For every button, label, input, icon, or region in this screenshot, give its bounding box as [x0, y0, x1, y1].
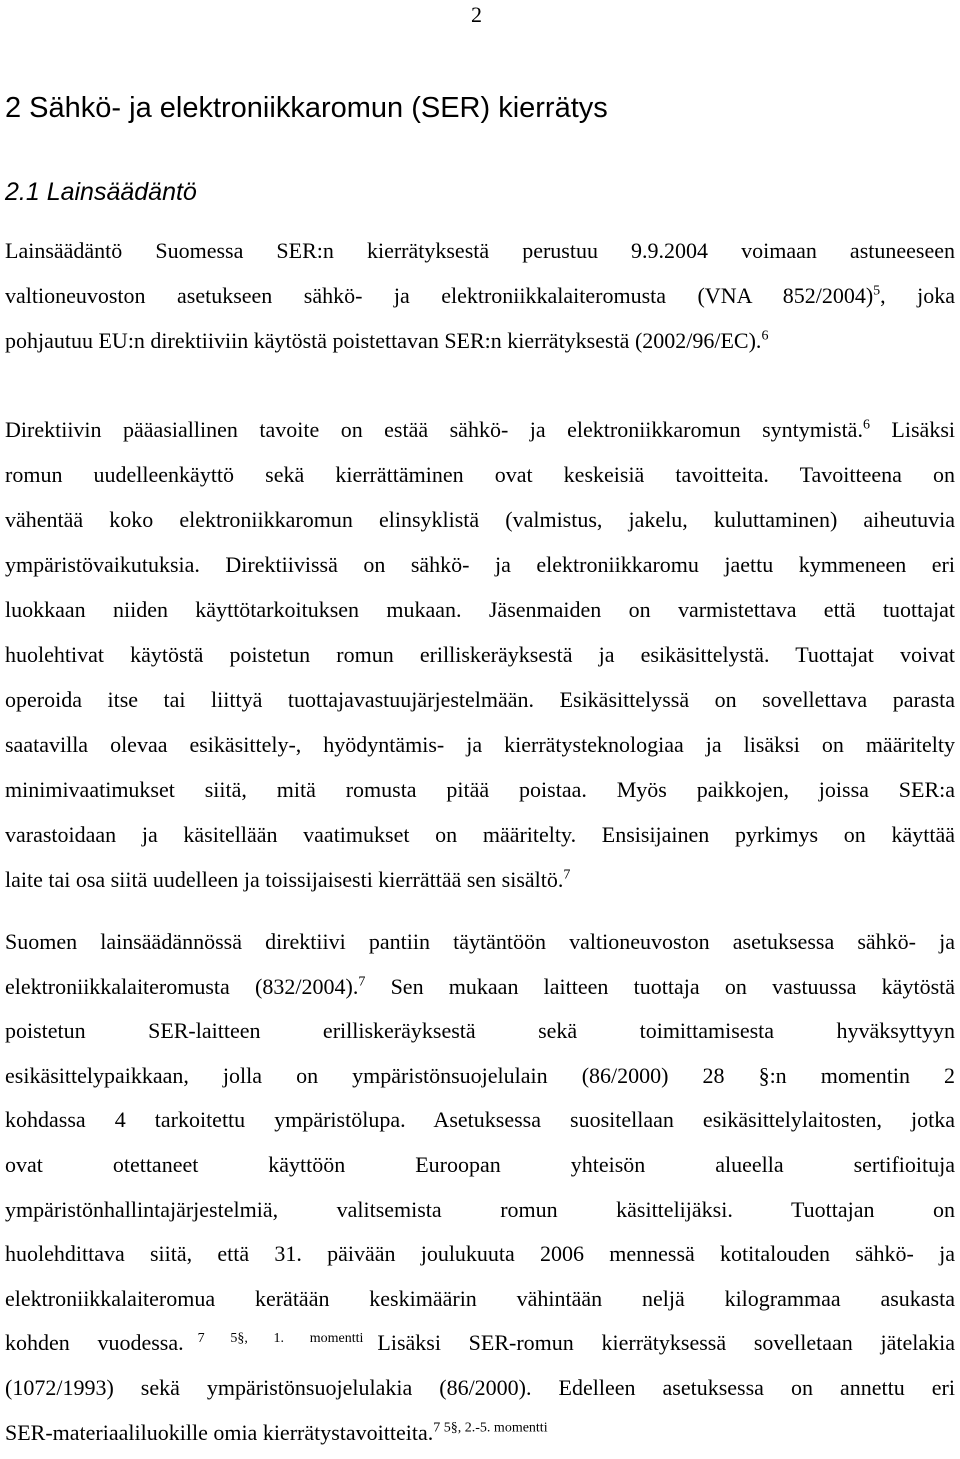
- text-line: saatavilla olevaa esikäsittely-, hyödyntämis- ja kierrätysteknologiaa ja lisäksi on määritelty: [5, 732, 955, 757]
- paragraph-directive-goals: [5, 407, 955, 902]
- text-segment: valtioneuvoston asetukseen sähkö- ja elektroniikkalaiteromusta (VNA 852/2004): [5, 283, 874, 308]
- text-line: kohdassa 4 tarkoitettu ympäristölupa. Asetuksessa suositellaan esikäsittelylaitosten, jotka: [5, 1107, 955, 1133]
- paragraph-legislation-intro: [5, 228, 955, 363]
- text-line: [5, 273, 955, 318]
- text-line: huolehtivat käytöstä poistetun romun erilliskeräyksestä ja esikäsittelystä. Tuottajat voivat: [5, 642, 955, 667]
- text-segment: elektroniikkalaiteromusta (832/2004).: [5, 973, 359, 999]
- text-line: ympäristönhallintajärjestelmiä, valitsemista romun käsittelijäksi. Tuottajan on: [5, 1196, 955, 1222]
- text-segment: , joka: [880, 283, 955, 308]
- text-segment: Sen mukaan laitteen tuottaja on vastuussa käytöstä: [365, 973, 956, 999]
- text-line: poistetun SER-laitteen erilliskeräyksestä sekä toimittamisesta hyväksyttyyn: [5, 1018, 955, 1044]
- text-segment: SER-materiaaliluokille omia kierrätystavoitteita.: [5, 1419, 434, 1445]
- footnote-ref: 7 5§, 1. momentti: [197, 1331, 364, 1347]
- text-line: operoida itse tai liittyä tuottajavastuujärjestelmään. Esikäsittelyssä on sovellettava parasta: [5, 687, 955, 712]
- page-number: 2: [471, 2, 482, 27]
- text-line: romun uudelleenkäyttö sekä kierrättäminen ovat keskeisiä tavoitteita. Tavoitteena on: [5, 462, 955, 487]
- text-segment: Lisäksi SER-romun kierrätyksessä sovelletaan jätelakia: [377, 1330, 955, 1356]
- text-line: Suomen lainsäädännössä direktiivi pantiin täytäntöön valtioneuvoston asetuksessa sähkö- ja: [5, 929, 955, 954]
- text-segment: pohjautuu EU:n direktiiviin käytöstä poistettavan SER:n kierrätyksestä (2002/96/EC).: [5, 328, 762, 353]
- text-segment: kohden vuodessa.: [5, 1330, 184, 1356]
- text-line: [5, 857, 955, 902]
- text-line: ympäristövaikutuksia. Direktiivissä on sähkö- ja elektroniikkaromu jaettu kymmeneen eri: [5, 552, 955, 577]
- footnote-ref: 7 5§, 2.-5. momentti: [433, 1420, 548, 1436]
- footnote-ref: 7: [358, 974, 366, 990]
- text-line: elektroniikkalaiteromua kerätään keskimäärin vähintään neljä kilogrammaa asukasta: [5, 1285, 955, 1311]
- chapter-heading: 2 Sähkö- ja elektroniikkaromun (SER) kierrätys: [5, 92, 608, 124]
- text-segment: Direktiivin pääasiallinen tavoite on estää sähkö- ja elektroniikkaromun syntymistä.: [5, 417, 863, 442]
- text-segment: laite tai osa siitä uudelleen ja toissijaisesti kierrättää sen sisältö.: [5, 867, 564, 892]
- text-line: Lainsäädäntö Suomessa SER:n kierrätyksestä perustuu 9.9.2004 voimaan astuneeseen: [5, 238, 955, 263]
- text-line: [5, 318, 955, 363]
- text-line: varastoidaan ja käsitellään vaatimukset on määritelty. Ensisijainen pyrkimys on käyttää: [5, 822, 955, 847]
- text-line: luokkaan niiden käyttötarkoituksen mukaan. Jäsenmaiden on varmistettava että tuottajat: [5, 597, 955, 622]
- text-line: esikäsittelypaikkaan, jolla on ympäristönsuojelulain (86/2000) 28 §:n momentin 2: [5, 1062, 955, 1088]
- text-line: ovat otettaneet käyttöön Euroopan yhteisön alueella sertifioituja: [5, 1151, 955, 1177]
- text-line: huolehdittava siitä, että 31. päivään joulukuuta 2006 mennessä kotitalouden sähkö- ja: [5, 1241, 955, 1267]
- footnote-ref: 6: [862, 417, 870, 433]
- text-segment: Lisäksi: [869, 417, 955, 442]
- paragraph-finnish-implementation: [5, 920, 955, 1455]
- footnote-ref: 5: [873, 283, 881, 299]
- text-line: vähentää koko elektroniikkaromun elinsyklistä (valmistus, jakelu, kuluttaminen) aiheutuvia: [5, 507, 955, 532]
- text-line: (1072/1993) sekä ympäristönsuojelulakia (86/2000). Edelleen asetuksessa on annettu eri: [5, 1374, 955, 1400]
- text-line: [5, 407, 955, 452]
- text-line: [5, 1321, 955, 1366]
- footnote-ref: 6: [761, 328, 769, 344]
- text-line: [5, 1411, 955, 1456]
- section-heading: 2.1 Lainsäädäntö: [5, 178, 197, 206]
- text-line: [5, 965, 955, 1010]
- text-line: minimivaatimukset siitä, mitä romusta pitää poistaa. Myös paikkojen, joissa SER:a: [5, 777, 955, 802]
- footnote-ref: 7: [563, 867, 571, 883]
